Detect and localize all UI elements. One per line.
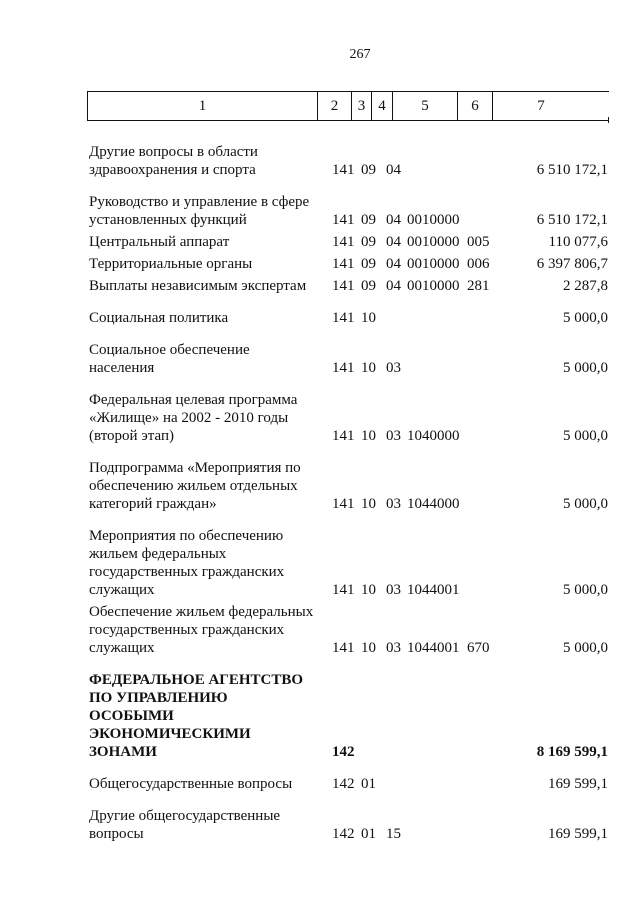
table-row [0, 143, 640, 179]
row-amount: 6 510 172,1 [536, 212, 608, 228]
page-number: 267 [349, 47, 371, 62]
row-amount: 6 397 806,7 [536, 256, 608, 272]
row-amount: 5 000,0 [563, 360, 608, 376]
row-chapter-code: 142 [332, 826, 355, 842]
row-chapter-code: 142 [332, 744, 355, 760]
table-row [0, 309, 640, 327]
row-section-code: 10 [361, 582, 376, 598]
row-target-article-code: 0010000 [407, 256, 460, 272]
row-amount: 5 000,0 [563, 310, 608, 326]
header-col-2: 2 [318, 92, 352, 120]
row-section-code: 09 [361, 212, 376, 228]
header-col-5: 5 [393, 92, 458, 120]
row-section-code: 10 [361, 428, 376, 444]
table-row [0, 277, 640, 295]
row-name: Другие вопросы в области здравоохранения и спорта [89, 144, 258, 178]
row-name: Обеспечение жильем федеральных государственных гражданских служащих [89, 604, 314, 656]
table-row [0, 233, 640, 251]
row-subsection-code: 03 [386, 582, 401, 598]
row-name: ФЕДЕРАЛЬНОЕ АГЕНТСТВО ПО УПРАВЛЕНИЮ ОСОБЫМИ ЭКОНОМИЧЕСКИМИ ЗОНАМИ [89, 672, 304, 760]
header-col-1: 1 [88, 92, 318, 120]
row-subsection-code: 04 [386, 234, 401, 250]
row-subsection-code: 03 [386, 640, 401, 656]
row-section-code: 10 [361, 640, 376, 656]
row-subsection-code: 04 [386, 212, 401, 228]
table-header [87, 91, 609, 121]
table-row [0, 255, 640, 273]
row-subsection-code: 04 [386, 162, 401, 178]
header-col-7: 7 [537, 98, 545, 114]
header-col-3: 3 [352, 92, 372, 120]
row-target-article-code: 1044000 [407, 496, 460, 512]
row-chapter-code: 141 [332, 212, 355, 228]
row-chapter-code: 141 [332, 360, 355, 376]
row-name: Выплаты независимым экспертам [89, 278, 307, 294]
row-subsection-code: 03 [386, 428, 401, 444]
row-amount: 5 000,0 [563, 496, 608, 512]
row-name: Общегосударственные вопросы [89, 776, 293, 792]
header-border-tick [604, 117, 609, 123]
row-amount: 2 287,8 [563, 278, 608, 294]
table-row [0, 603, 640, 657]
table-row [0, 671, 640, 761]
row-chapter-code: 141 [332, 582, 355, 598]
row-amount: 110 077,6 [548, 234, 608, 250]
row-amount: 5 000,0 [563, 640, 608, 656]
table-row [0, 391, 640, 445]
row-expense-type-code: 281 [467, 278, 490, 294]
table-row [0, 775, 640, 793]
table-row [0, 807, 640, 843]
row-expense-type-code: 006 [467, 256, 490, 272]
table-row [0, 527, 640, 599]
row-subsection-code: 04 [386, 256, 401, 272]
row-section-code: 09 [361, 278, 376, 294]
row-name: Социальное обеспечение населения [89, 342, 250, 376]
row-expense-type-code: 005 [467, 234, 490, 250]
table-row [0, 341, 640, 377]
header-col-6: 6 [458, 92, 493, 120]
row-section-code: 10 [361, 360, 376, 376]
row-subsection-code: 04 [386, 278, 401, 294]
row-section-code: 09 [361, 234, 376, 250]
row-amount: 169 599,1 [548, 826, 608, 842]
row-section-code: 09 [361, 256, 376, 272]
row-amount: 8 169 599,1 [536, 744, 608, 760]
row-subsection-code: 15 [386, 826, 401, 842]
row-target-article-code: 0010000 [407, 278, 460, 294]
row-chapter-code: 141 [332, 310, 355, 326]
row-chapter-code: 142 [332, 776, 355, 792]
row-chapter-code: 141 [332, 428, 355, 444]
row-subsection-code: 03 [386, 360, 401, 376]
row-name: Мероприятия по обеспечению жильем федеральных государственных гражданских служащих [89, 528, 285, 598]
row-name: Другие общегосударственные вопросы [89, 808, 281, 842]
row-target-article-code: 0010000 [407, 234, 460, 250]
row-name: Центральный аппарат [89, 234, 230, 250]
table-row [0, 459, 640, 513]
row-chapter-code: 141 [332, 278, 355, 294]
row-section-code: 10 [361, 310, 376, 326]
row-section-code: 10 [361, 496, 376, 512]
row-amount: 5 000,0 [563, 428, 608, 444]
row-name: Территориальные органы [89, 256, 253, 272]
row-subsection-code: 03 [386, 496, 401, 512]
row-chapter-code: 141 [332, 256, 355, 272]
row-section-code: 09 [361, 162, 376, 178]
row-expense-type-code: 670 [467, 640, 490, 656]
row-section-code: 01 [361, 776, 376, 792]
row-name: Социальная политика [89, 310, 229, 326]
row-amount: 6 510 172,1 [536, 162, 608, 178]
row-name: Федеральная целевая программа «Жилище» на 2002 - 2010 годы (второй этап) [89, 392, 298, 444]
row-target-article-code: 1040000 [407, 428, 460, 444]
row-name: Подпрограмма «Мероприятия по обеспечению жильем отдельных категорий граждан» [89, 460, 301, 512]
row-chapter-code: 141 [332, 496, 355, 512]
row-chapter-code: 141 [332, 640, 355, 656]
row-chapter-code: 141 [332, 162, 355, 178]
table-row [0, 193, 640, 229]
row-name: Руководство и управление в сфере установленных функций [89, 194, 310, 228]
row-chapter-code: 141 [332, 234, 355, 250]
row-target-article-code: 0010000 [407, 212, 460, 228]
row-amount: 5 000,0 [563, 582, 608, 598]
header-col-4: 4 [372, 92, 393, 120]
row-target-article-code: 1044001 [407, 582, 460, 598]
row-section-code: 01 [361, 826, 376, 842]
row-target-article-code: 1044001 [407, 640, 460, 656]
table-body [0, 143, 640, 843]
row-amount: 169 599,1 [548, 776, 608, 792]
